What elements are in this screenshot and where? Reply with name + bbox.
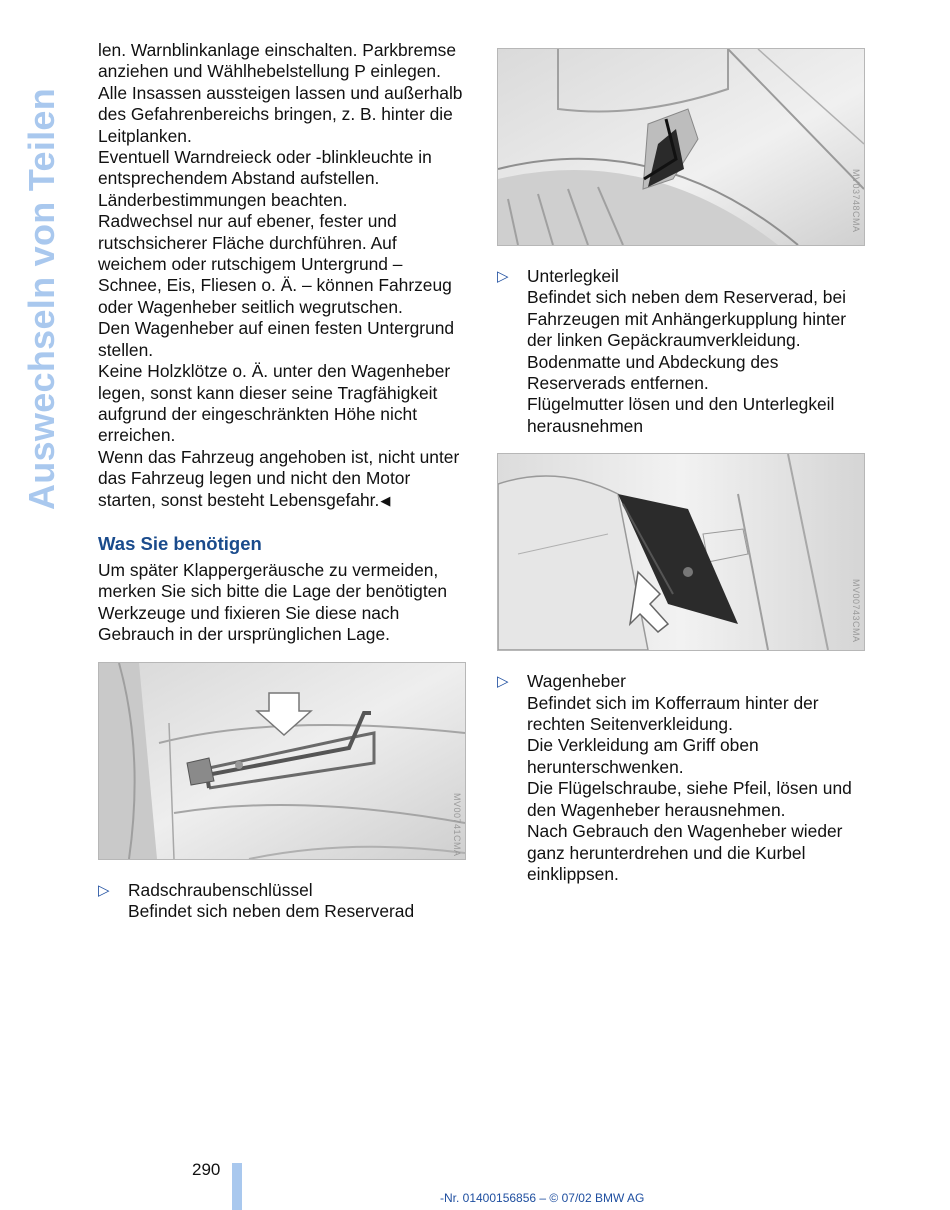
body-paragraph: Radwechsel nur auf ebener, fester und rutschsicherer Fläche durchführen. Auf weichem oder rutschigem Untergrund – Schnee, Eis, Fliesen o. Ä. – können Fahrzeug oder Wagenheber seitlich wegrutschen. (98, 211, 452, 317)
body-paragraph: Eventuell Warndreieck oder -blinkleuchte in entsprechendem Abstand aufstellen. Länderbestimmungen beachten. (98, 147, 432, 210)
body-paragraph: Keine Holzklötze o. Ä. unter den Wagenheber legen, sonst kann dieser seine Tragfähigkeit aufgrund der eingeschränkten Höhe nicht erreichen. (98, 361, 451, 446)
page-number: 290 (192, 1160, 221, 1179)
wrench-illustration (99, 663, 465, 859)
body-paragraph: Den Wagenheber auf einen festen Untergrund stellen. (98, 318, 455, 360)
left-column (98, 40, 470, 922)
body-paragraph: len. Warnblinkanlage einschalten. Parkbremse anziehen und Wählhebelstellung P einlegen. (98, 40, 456, 82)
item-line: Nach Gebrauch den Wagenheber wieder ganz herunterdrehen und die Kurbel einklippsen. (527, 821, 843, 884)
body-paragraph: Alle Insassen aussteigen lassen und außerhalb des Gefahrenbereichs bringen, z. B. hinter die Leitplanken. (98, 82, 463, 146)
end-of-warning-icon: ◀ (380, 492, 391, 508)
warning-final-paragraph (98, 447, 470, 511)
page-marker-bar (232, 1163, 242, 1210)
item-line: Bodenmatte und Abdeckung des Reserverads entfernen. (527, 351, 779, 394)
bullet-triangle-icon: ▷ (497, 268, 509, 285)
figure-code: MV00741CMA (452, 792, 462, 857)
bullet-triangle-icon: ▷ (497, 673, 509, 691)
jack-illustration (498, 454, 864, 650)
list-item-wedge (497, 266, 867, 437)
wedge-illustration (498, 49, 864, 245)
figure-code: MV00743CMA (851, 579, 861, 643)
item-line: Die Verkleidung am Griff oben herunterschwenken. (527, 735, 759, 777)
item-title: Unterlegkeil (527, 266, 619, 286)
chapter-side-title: Auswechseln von Teilen (21, 87, 62, 510)
item-title: Radschraubenschlüssel (128, 879, 313, 900)
figure-code: MV03748CMA (851, 169, 861, 233)
section-intro: Um später Klappergeräusche zu vermeiden, merken Sie sich bitte die Lage der benötigten Werkzeuge und fixieren Sie diese nach Gebrauch in der ursprünglichen Lage. (98, 559, 448, 645)
item-line: Befindet sich neben dem Reserverad (128, 900, 415, 921)
jack-figure (497, 453, 865, 651)
item-line: Die Flügelschraube, siehe Pfeil, lösen und den Wagenheber herausnehmen. (527, 778, 852, 820)
wedge-figure (497, 48, 865, 246)
item-line: Befindet sich neben dem Reserverad, bei Fahrzeugen mit Anhängerkupplung hinter der linken Gepäckraumverkleidung. (527, 287, 847, 351)
wrench-figure (98, 662, 466, 860)
item-line: Befindet sich im Kofferraum hinter der rechten Seitenverkleidung. (527, 692, 819, 735)
warning-text: Wenn das Fahrzeug angehoben ist, nicht unter das Fahrzeug legen und nicht den Motor starten, sonst besteht Lebensgefahr. (98, 446, 460, 510)
list-item-wrench (98, 880, 470, 923)
right-column (497, 48, 867, 885)
bullet-triangle-icon: ▷ (98, 881, 110, 899)
footer-text: -Nr. 01400156856 – © 07/02 BMW AG (440, 1191, 645, 1205)
section-heading: Was Sie benötigen (98, 532, 262, 554)
list-item-jack (497, 671, 867, 885)
item-title: Wagenheber (527, 671, 626, 692)
item-line: Flügelmutter lösen und den Unterlegkeil herausnehmen (527, 394, 835, 436)
